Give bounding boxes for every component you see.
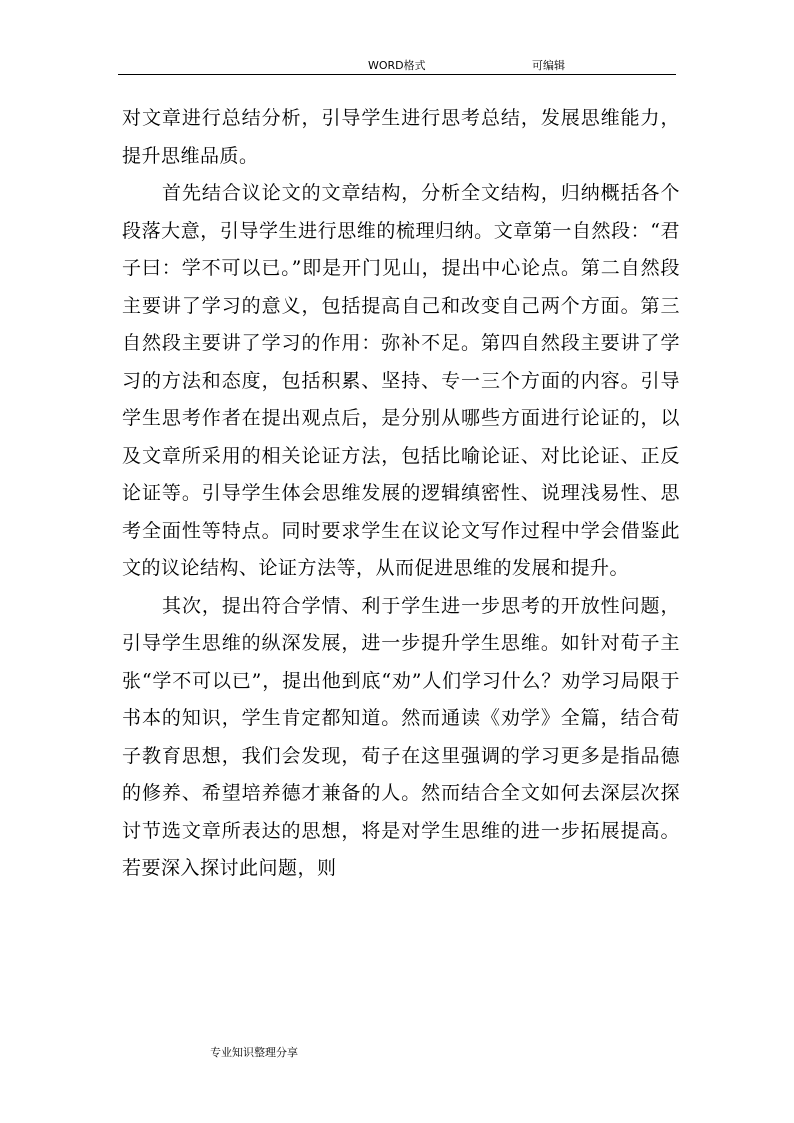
header-editable-label: 可编辑 [532,59,565,72]
document-body [122,100,680,888]
paragraph-1: 对文章进行总结分析，引导学生进行思考总结，发展思维能力，提升思维品质。 [122,107,680,167]
page-footer: 专业知识整理分享 [210,1046,298,1059]
paragraph-2: 首先结合议论文的文章结构，分析全文结构，归纳概括各个段落大意，引导学生进行思维的梳理归纳。文章第一自然段：“君子曰：学不可以已。”即是开门见山，提出中心论点。第二自然段主要讲了学习的意义，包括提高自己和改变自己两个方面。第三自然段主要讲了学习的作用：弥补不足。第四自然段主要讲了学习的方法和态度，包括积累、坚持、专一三个方面的内容。引导学生思考作者在提出观点后，是分别从哪些方面进行论证的，以及文章所采用的相关论证方法，包括比喻论证、对比论证、正反论证等。引导学生体会思维发展的逻辑缜密性、说理浅易性、思考全面性等特点。同时要求学生在议论文写作过程中学会借鉴此文的议论结构、论证方法等，从而促进思维的发展和提升。 [122,182,680,579]
header-format-label: WORD格式 [368,59,426,72]
paragraph-3: 其次，提出符合学情、利于学生进一步思考的开放性问题，引导学生思维的纵深发展，进一步提升学生思维。如针对荀子主张“学不可以已”，提出他到底“劝”人们学习什么？劝学习局限于书本的知识，学生肯定都知道。然而通读《劝学》全篇，结合荀子教育思想，我们会发现，荀子在这里强调的学习更多是指品德的修养、希望培养德才兼备的人。然而结合全文如何去深层次探讨节选文章所表达的思想，将是对学生思维的进一步拓展提高。若要深入探讨此问题，则 [122,594,680,879]
page-header [118,54,676,75]
